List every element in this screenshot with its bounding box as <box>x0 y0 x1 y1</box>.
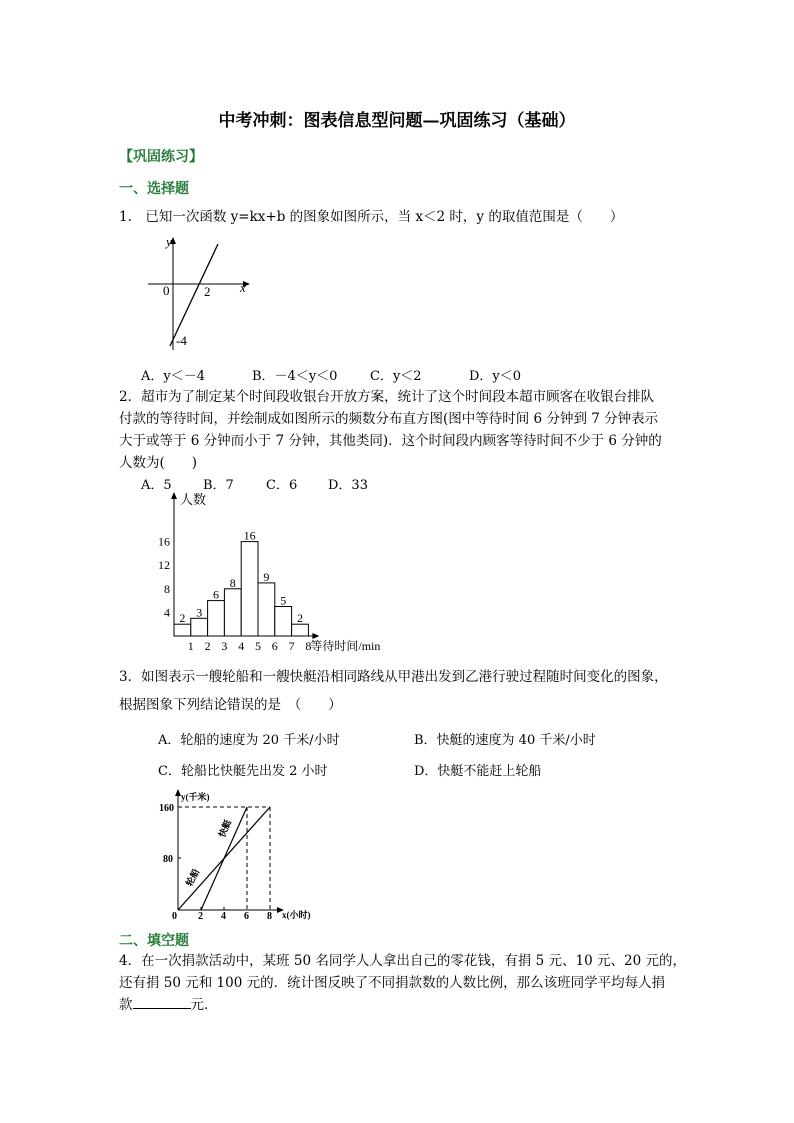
question-1-text: 1. 已知一次函数 y=kx+b 的图象如图所示，当 x＜2 时，y 的取值范围是（ ） <box>119 209 624 225</box>
q2-option-b: B．7 <box>203 478 234 493</box>
q3-option-c: C．轮船比快艇先出发 2 小时 <box>158 764 328 779</box>
travel-graph-160: 160 <box>159 803 174 814</box>
question-3-line-1: 3．如图表示一艘轮船和一艘快艇沿相同路线从甲港出发到乙港行驶过程随时间变化的图象， <box>119 669 668 685</box>
histogram-bar-label: 8 <box>229 575 236 590</box>
linear-function-graph <box>140 232 260 357</box>
histogram-bar <box>174 624 191 636</box>
histogram-bar-label: 5 <box>280 593 287 608</box>
travel-graph-x-label: x(小时) <box>282 910 311 920</box>
travel-graph-x2: 2 <box>198 911 203 920</box>
graph-x-axis-label: x <box>240 280 246 295</box>
travel-graph-origin: 0 <box>172 911 177 920</box>
question-2-line-2: 付款的等待时间，并绘制成如图所示的频数分布直方图(图中等待时间 6 分钟到 7 分钟表示 <box>119 411 659 427</box>
page-title: 中考冲刺：图表信息型问题—巩固练习（基础） <box>218 111 576 131</box>
travel-graph-x4: 4 <box>221 911 226 920</box>
section-heading-choice: 一、选择题 <box>119 181 189 197</box>
histogram-bar <box>292 624 309 636</box>
histogram-bar-label: 16 <box>243 528 256 543</box>
histogram-x-tick: 3 <box>221 639 228 653</box>
histogram-x-tick: 7 <box>288 639 295 653</box>
q3-option-b: B．快艇的速度为 40 千米/小时 <box>414 733 596 748</box>
histogram-bar <box>258 583 275 636</box>
histogram-bar <box>241 542 258 636</box>
histogram-bar-label: 6 <box>213 587 219 602</box>
q1-option-c: C．y＜2 <box>370 369 422 384</box>
q2-option-c: C．6 <box>266 478 298 493</box>
question-2-line-3: 大于或等于 6 分钟而小于 7 分钟，其他类同)．这个时间段内顾客等待时间不少于 6 分钟的 <box>119 433 662 449</box>
histogram-x-label: 等待时间/min <box>310 639 381 653</box>
histogram-x-tick: 5 <box>255 639 261 653</box>
speedboat-label: 快艇 <box>216 818 234 839</box>
histogram-bar <box>191 618 208 636</box>
q1-option-a: A．y＜－4 <box>141 369 206 384</box>
graph-y-axis-label: y <box>166 234 172 249</box>
histogram-y-tick: 4 <box>164 605 170 620</box>
question-2-line-1: 2．超市为了制定某个时间段收银台开放方案，统计了这个时间段本超市顾客在收银台排队 <box>119 389 655 405</box>
question-3-line-2: 根据图象下列结论错误的是 （ ） <box>119 697 342 713</box>
question-4-line-3-prefix: 款 <box>119 997 133 1013</box>
histogram-x-tick: 4 <box>238 639 245 653</box>
q3-option-d: D．快艇不能赶上轮船 <box>414 764 542 779</box>
question-4-line-3 <box>119 994 218 1016</box>
histogram-bar-label: 2 <box>179 611 186 626</box>
histogram-bar-label: 3 <box>196 605 203 620</box>
section-tag: 【巩固练习】 <box>119 149 203 165</box>
histogram-y-tick: 16 <box>158 534 170 549</box>
q3-option-a: A．轮船的速度为 20 千米/小时 <box>158 733 340 748</box>
travel-graph-80: 80 <box>163 854 173 865</box>
graph-origin-label: 0 <box>163 283 170 298</box>
histogram-bar <box>208 601 225 636</box>
question-4-line-2: 还有捐 50 元和 100 元的．统计图反映了不同捐款数的人数比例，那么该班同学平均每人捐 <box>119 975 666 991</box>
histogram-bars <box>174 542 308 636</box>
question-4-line-3-suffix: 元． <box>190 997 218 1013</box>
travel-graph-x6: 6 <box>244 911 249 920</box>
histogram-y-tick: 12 <box>158 558 170 573</box>
question-4-line-1: 4．在一次捐款活动中，某班 50 名同学人人拿出自己的零花钱，有捐 5 元、10 元、20 元的， <box>119 953 686 969</box>
histogram-bar <box>275 607 292 637</box>
section-heading-fill: 二、填空题 <box>119 933 189 949</box>
question-2-line-4: 人数为( ) <box>119 455 198 471</box>
q2-option-a: A．5 <box>141 478 172 493</box>
histogram-bar <box>224 589 241 636</box>
histogram-y-label: 人数 <box>180 492 207 507</box>
travel-graph-x8: 8 <box>267 911 272 920</box>
histogram-y-tick: 8 <box>164 581 170 596</box>
graph-x-intercept-label: 2 <box>204 284 211 299</box>
answer-blank[interactable] <box>133 994 191 1009</box>
histogram-bar-label: 9 <box>263 569 270 584</box>
boat-label: 轮船 <box>183 867 202 888</box>
travel-graph-y-label: y(千米) <box>181 792 210 802</box>
histogram-x-tick: 2 <box>204 639 211 653</box>
histogram-bar-label: 2 <box>297 611 303 626</box>
q1-option-b: B．－4＜y＜0 <box>252 369 338 384</box>
q2-option-d: D．33 <box>328 478 368 493</box>
histogram-x-tick: 8 <box>305 639 312 653</box>
waiting-time-histogram <box>150 488 410 656</box>
q1-option-d: D．y＜0 <box>469 369 522 384</box>
graph-y-intercept-label: -4 <box>176 333 187 348</box>
histogram-x-tick: 6 <box>271 639 278 653</box>
travel-graph <box>158 786 324 920</box>
histogram-x-tick: 1 <box>187 639 194 653</box>
